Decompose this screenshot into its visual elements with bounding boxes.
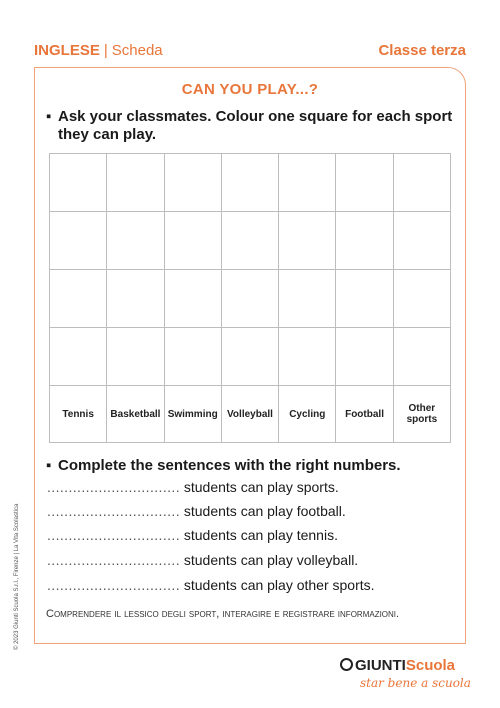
header-class: Classe terza <box>378 42 466 59</box>
sentence-4: ............................... students can play volleyball. <box>47 552 359 568</box>
grid-cell[interactable] <box>164 212 221 270</box>
learning-objective: Comprendere il lessico degli sport, interagire e registrare informazioni. <box>46 608 400 620</box>
grid-cell[interactable] <box>164 154 221 212</box>
grid-cell[interactable] <box>336 154 393 212</box>
grid-cell[interactable] <box>50 270 107 328</box>
grid-cell[interactable] <box>336 212 393 270</box>
grid-cell[interactable] <box>393 328 450 386</box>
grid-cell[interactable] <box>336 328 393 386</box>
page-header <box>34 42 466 64</box>
giunti-logo-icon <box>340 658 353 671</box>
sentence-3: ............................... students can play tennis. <box>47 527 338 543</box>
sentence-5: ............................... students can play other sports. <box>47 577 375 593</box>
grid-cell[interactable] <box>107 212 164 270</box>
sport-label-volleyball: Volleyball <box>221 386 278 443</box>
grid-cell[interactable] <box>279 328 336 386</box>
answer-blank[interactable]: ............................... <box>47 527 180 543</box>
grid-cell[interactable] <box>221 270 278 328</box>
grid-cell[interactable] <box>107 328 164 386</box>
sport-label-other: Other sports <box>393 386 450 443</box>
grid-cell[interactable] <box>393 212 450 270</box>
grid-cell[interactable] <box>164 270 221 328</box>
grid-cell[interactable] <box>393 154 450 212</box>
page-title: CAN YOU PLAY...? <box>181 81 319 98</box>
sport-label-tennis: Tennis <box>50 386 107 443</box>
grid-cell[interactable] <box>50 212 107 270</box>
grid-cell[interactable] <box>50 154 107 212</box>
grid-cell[interactable] <box>279 212 336 270</box>
answer-blank[interactable]: ............................... <box>47 577 180 593</box>
instruction-complete: ▪ Complete the sentences with the right numbers. <box>46 457 401 474</box>
sport-label-basketball: Basketball <box>107 386 164 443</box>
grid-cell[interactable] <box>279 154 336 212</box>
grid-cell[interactable] <box>221 154 278 212</box>
sentence-1: ............................... students can play sports. <box>47 479 339 495</box>
publisher-logo: GIUNTIScuola star bene a scuola <box>340 657 455 697</box>
grid-cell[interactable] <box>336 270 393 328</box>
sport-label-cycling: Cycling <box>279 386 336 443</box>
header-subject: INGLESE | Scheda <box>34 42 163 59</box>
grid-cell[interactable] <box>221 212 278 270</box>
grid-cell[interactable] <box>107 270 164 328</box>
sports-grid <box>49 153 451 443</box>
instruction-colour: ▪ Ask your classmates. Colour one square for each sport they can play. <box>46 108 453 143</box>
grid-cell[interactable] <box>279 270 336 328</box>
answer-blank[interactable]: ............................... <box>47 503 180 519</box>
grid-cell[interactable] <box>50 328 107 386</box>
logo-tagline: star bene a scuola <box>360 676 471 690</box>
sport-label-football: Football <box>336 386 393 443</box>
sentence-2: ............................... students can play football. <box>47 503 346 519</box>
sport-label-swimming: Swimming <box>164 386 221 443</box>
grid-cell[interactable] <box>221 328 278 386</box>
grid-cell[interactable] <box>164 328 221 386</box>
answer-blank[interactable]: ............................... <box>47 479 180 495</box>
grid-cell[interactable] <box>107 154 164 212</box>
answer-blank[interactable]: ............................... <box>47 552 180 568</box>
grid-cell[interactable] <box>393 270 450 328</box>
side-copyright: © 2023 Giunti Scuola S.r.l., Firenze | La Vita Scolastica <box>14 503 20 650</box>
